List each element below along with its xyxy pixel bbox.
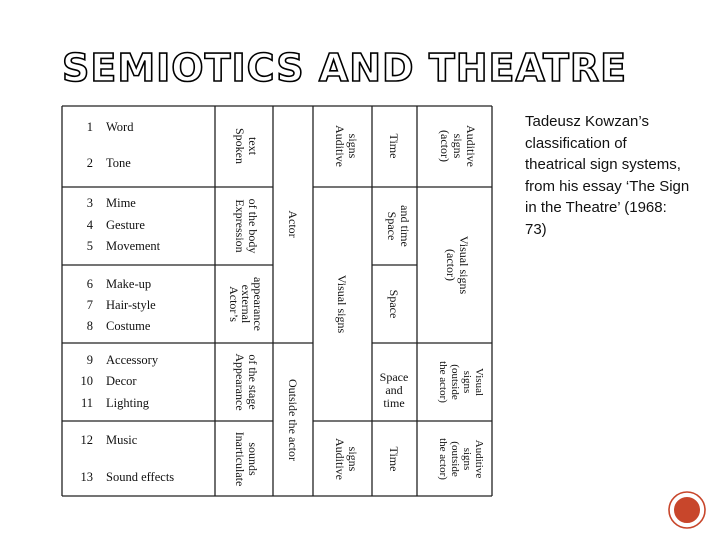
row-number: 7 — [86, 298, 93, 312]
row-label: Decor — [106, 374, 137, 388]
row-label: Word — [106, 120, 134, 134]
row-label: Costume — [106, 319, 151, 333]
cell-space-and-time: time — [383, 396, 405, 410]
cell-external-appearance: external — [239, 284, 253, 324]
kowzan-classification-table — [60, 104, 494, 498]
cell-outside-actor: Outside the actor — [286, 379, 300, 461]
cell-visual-signs-actor: (actor) — [444, 249, 458, 281]
row-number: 4 — [86, 218, 93, 232]
row-number: 10 — [80, 374, 93, 388]
cell-visual-signs: Visual signs — [335, 274, 349, 334]
cell-visual-signs-actor: Visual signs — [457, 235, 471, 295]
cell-auditive-signs: Auditive — [333, 125, 347, 167]
row-label: Mime — [106, 196, 136, 210]
cell-auditive-signs: signs — [346, 133, 360, 159]
row-number: 13 — [80, 470, 93, 484]
slide-title: SEMIOTICS AND THEATRE — [62, 46, 628, 90]
cell-space-and-time: Space — [379, 370, 409, 384]
row-number: 6 — [86, 277, 93, 291]
cell-auditive-signs: signs — [346, 446, 360, 472]
row-number: 8 — [86, 319, 93, 333]
row-label: Accessory — [106, 353, 159, 367]
cell-visual-signs-outside: (outside — [449, 364, 461, 400]
cell-spoken-text: text — [246, 137, 260, 155]
cell-space-and-time: and — [385, 383, 403, 397]
cell-visual-signs-outside: the actor) — [437, 361, 449, 403]
cell-external-appearance: Actor’s — [227, 286, 241, 322]
row-number: 2 — [86, 156, 93, 170]
cell-auditive-signs: Auditive — [333, 438, 347, 480]
cell-expression-body: Expression — [233, 199, 247, 253]
row-number: 1 — [86, 120, 93, 134]
cell-inarticulate-sounds: sounds — [246, 442, 260, 476]
cell-space-and-time: Space — [385, 211, 399, 241]
cell-actor: Actor — [286, 210, 300, 238]
cell-auditive-signs-actor: Auditive — [464, 125, 478, 167]
cell-space: Space — [387, 289, 401, 319]
cell-visual-signs-outside: signs — [461, 370, 473, 394]
cell-time: Time — [387, 446, 401, 472]
cell-appearance-stage: of the stage — [246, 354, 260, 410]
cell-appearance-stage: Appearance — [233, 353, 247, 411]
cell-auditive-signs-outside: (outside — [449, 441, 461, 477]
cell-space-and-time-upright — [380, 370, 409, 410]
cell-auditive-signs-outside: the actor) — [437, 438, 449, 480]
cell-space-and-time: and time — [398, 205, 412, 247]
row-label: Music — [106, 433, 138, 447]
row-label: Gesture — [106, 218, 145, 232]
cell-auditive-signs-outside: Auditive — [473, 439, 485, 479]
row-label: Sound effects — [106, 470, 175, 484]
row-number: 11 — [80, 396, 93, 410]
row-label: Make-up — [106, 277, 152, 291]
row-label: Tone — [106, 156, 131, 170]
cell-auditive-signs-outside: signs — [461, 447, 473, 471]
row-label: Movement — [106, 239, 161, 253]
row-number: 3 — [86, 196, 93, 210]
table-caption: Tadeusz Kowzan’s classification of theatrical sign systems, from his essay ‘The Sign in the Theatre’ (1968: 73) — [525, 113, 690, 238]
cell-inarticulate-sounds: Inarticulate — [233, 431, 247, 487]
cell-auditive-signs-actor: (actor) — [438, 130, 452, 162]
cell-external-appearance: appearance — [251, 277, 265, 331]
cell-expression-body: of the body — [246, 198, 260, 254]
row-number: 12 — [80, 433, 93, 447]
row-label: Hair-style — [106, 298, 156, 312]
row-number: 5 — [86, 239, 93, 253]
cell-time: Time — [387, 133, 401, 159]
cell-spoken-text: Spoken — [233, 128, 247, 164]
cell-auditive-signs-actor: signs — [451, 133, 465, 159]
cell-visual-signs-outside: Visual — [473, 367, 485, 397]
row-label: Lighting — [106, 396, 150, 410]
circle-next-icon[interactable] — [667, 490, 707, 530]
row-number: 9 — [86, 353, 93, 367]
